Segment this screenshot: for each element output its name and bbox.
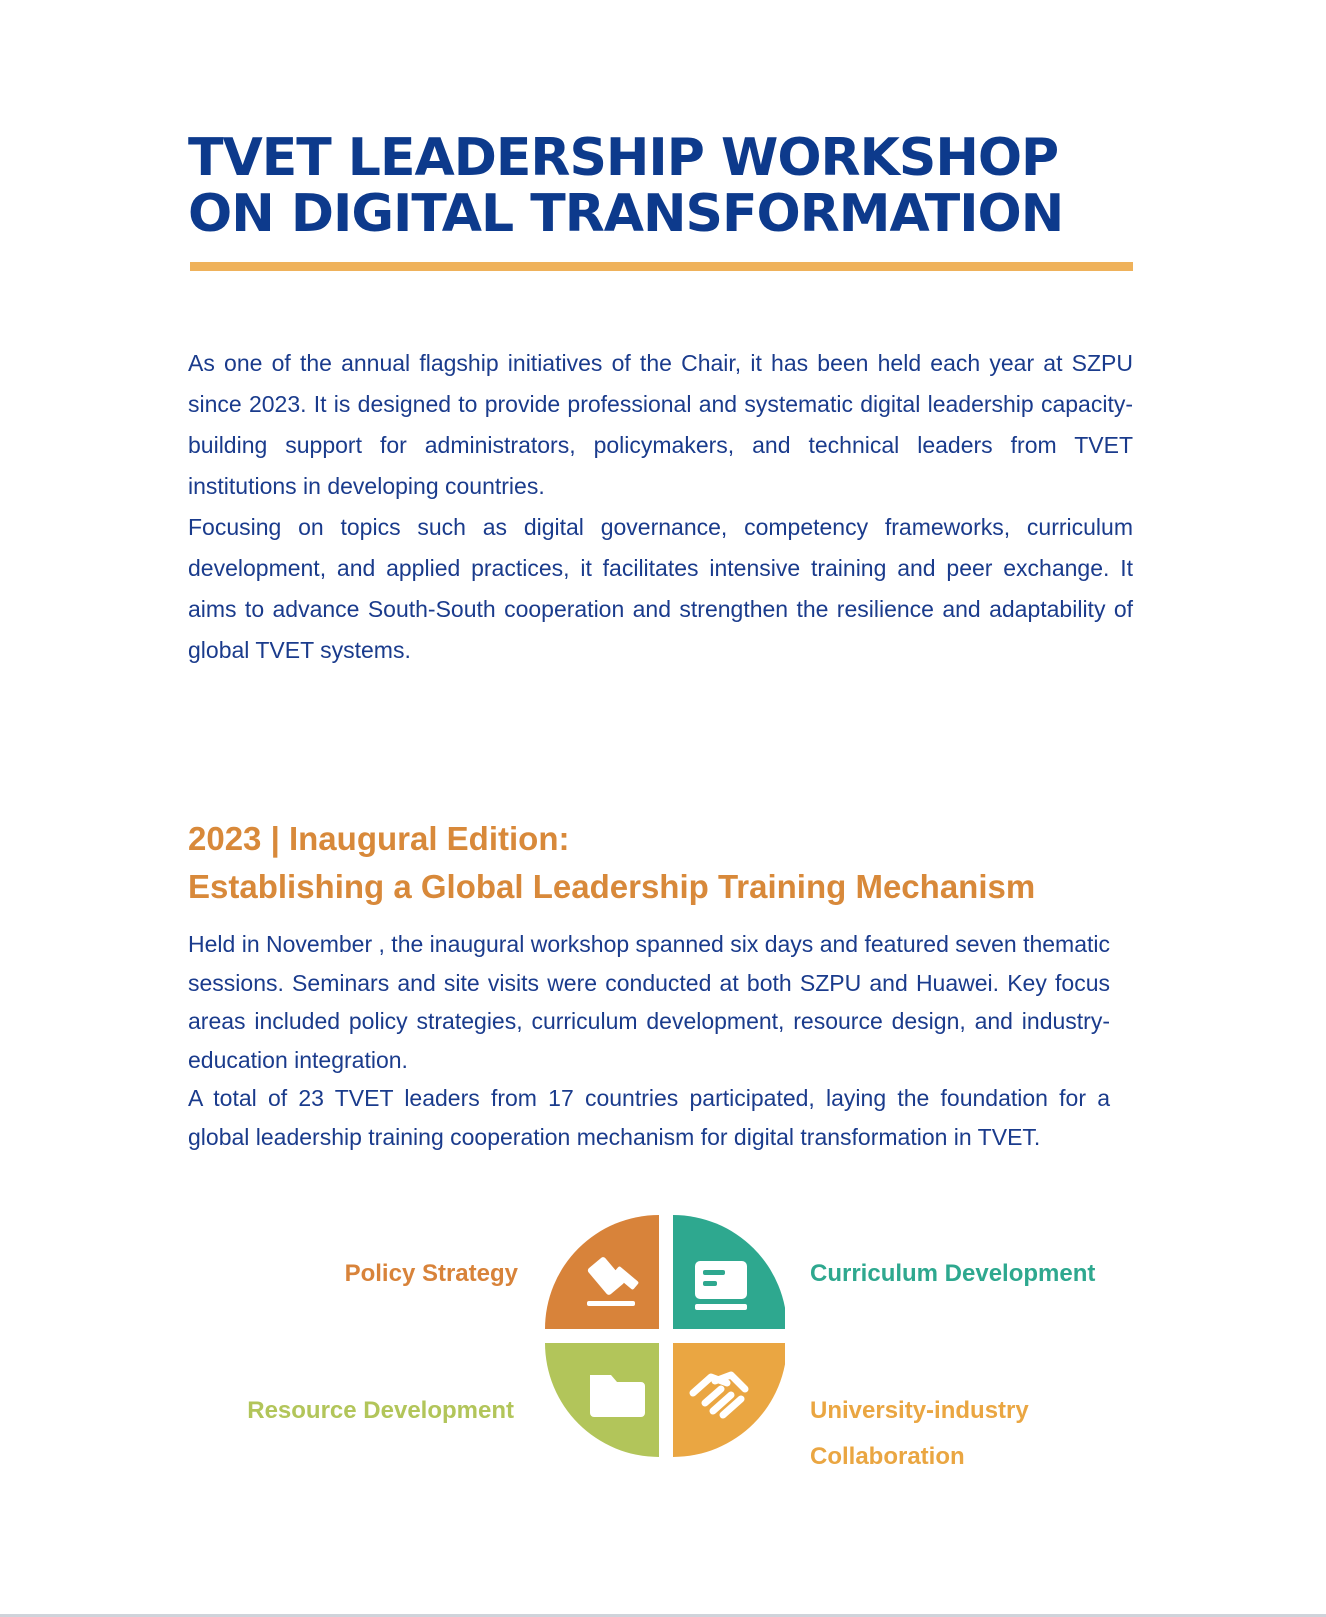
page-title-line-2: ON DIGITAL TRANSFORMATION bbox=[188, 184, 1064, 244]
intro-paragraph-2: Focusing on topics such as digital governance, competency frameworks, curriculum development, and applied practices, it facilitates intensive training and peer exchange. It aims to advance South-South cooperation and strengthen the resilience and adaptability of global TVET systems. bbox=[188, 514, 1133, 663]
intro-text bbox=[188, 343, 1133, 671]
label-industry-line-2: Collaboration bbox=[810, 1443, 965, 1470]
section-heading-line-1: 2023 | Inaugural Edition: bbox=[188, 820, 570, 857]
label-university-industry-collaboration bbox=[810, 1388, 1110, 1480]
section-paragraph-1: Held in November , the inaugural workshop spanned six days and featured seven thematic sessions. Seminars and site visits were conducted at both SZPU and Huawei. Key focus areas included policy strategies, curriculum development, resource design, and industry-education integration. bbox=[188, 931, 1110, 1073]
section-heading-2023 bbox=[188, 815, 1148, 911]
section-paragraph-2: A total of 23 TVET leaders from 17 countries participated, laying the foundation for a global leadership training cooperation mechanism for digital transformation in TVET. bbox=[188, 1085, 1110, 1150]
label-resource-development: Resource Development bbox=[247, 1397, 514, 1424]
intro-paragraph-1: As one of the annual flagship initiatives of the Chair, it has been held each year at SZPU since 2023. It is designed to provide professional and systematic digital leadership capacity-building support for administrators, policymakers, and technical leaders from TVET institutions in developing countries. bbox=[188, 350, 1133, 499]
page-title-line-1: TVET LEADERSHIP WORKSHOP bbox=[188, 128, 1059, 188]
title-underline bbox=[190, 262, 1133, 271]
section-heading-line-2: Establishing a Global Leadership Training Mechanism bbox=[188, 868, 1036, 905]
label-curriculum-development: Curriculum Development bbox=[810, 1260, 1096, 1287]
focus-areas-diagram bbox=[545, 1215, 785, 1457]
label-policy-strategy: Policy Strategy bbox=[344, 1260, 518, 1287]
label-industry-line-1: University-industry bbox=[810, 1397, 1029, 1424]
page-title bbox=[188, 130, 1148, 242]
section-body-2023 bbox=[188, 925, 1110, 1156]
